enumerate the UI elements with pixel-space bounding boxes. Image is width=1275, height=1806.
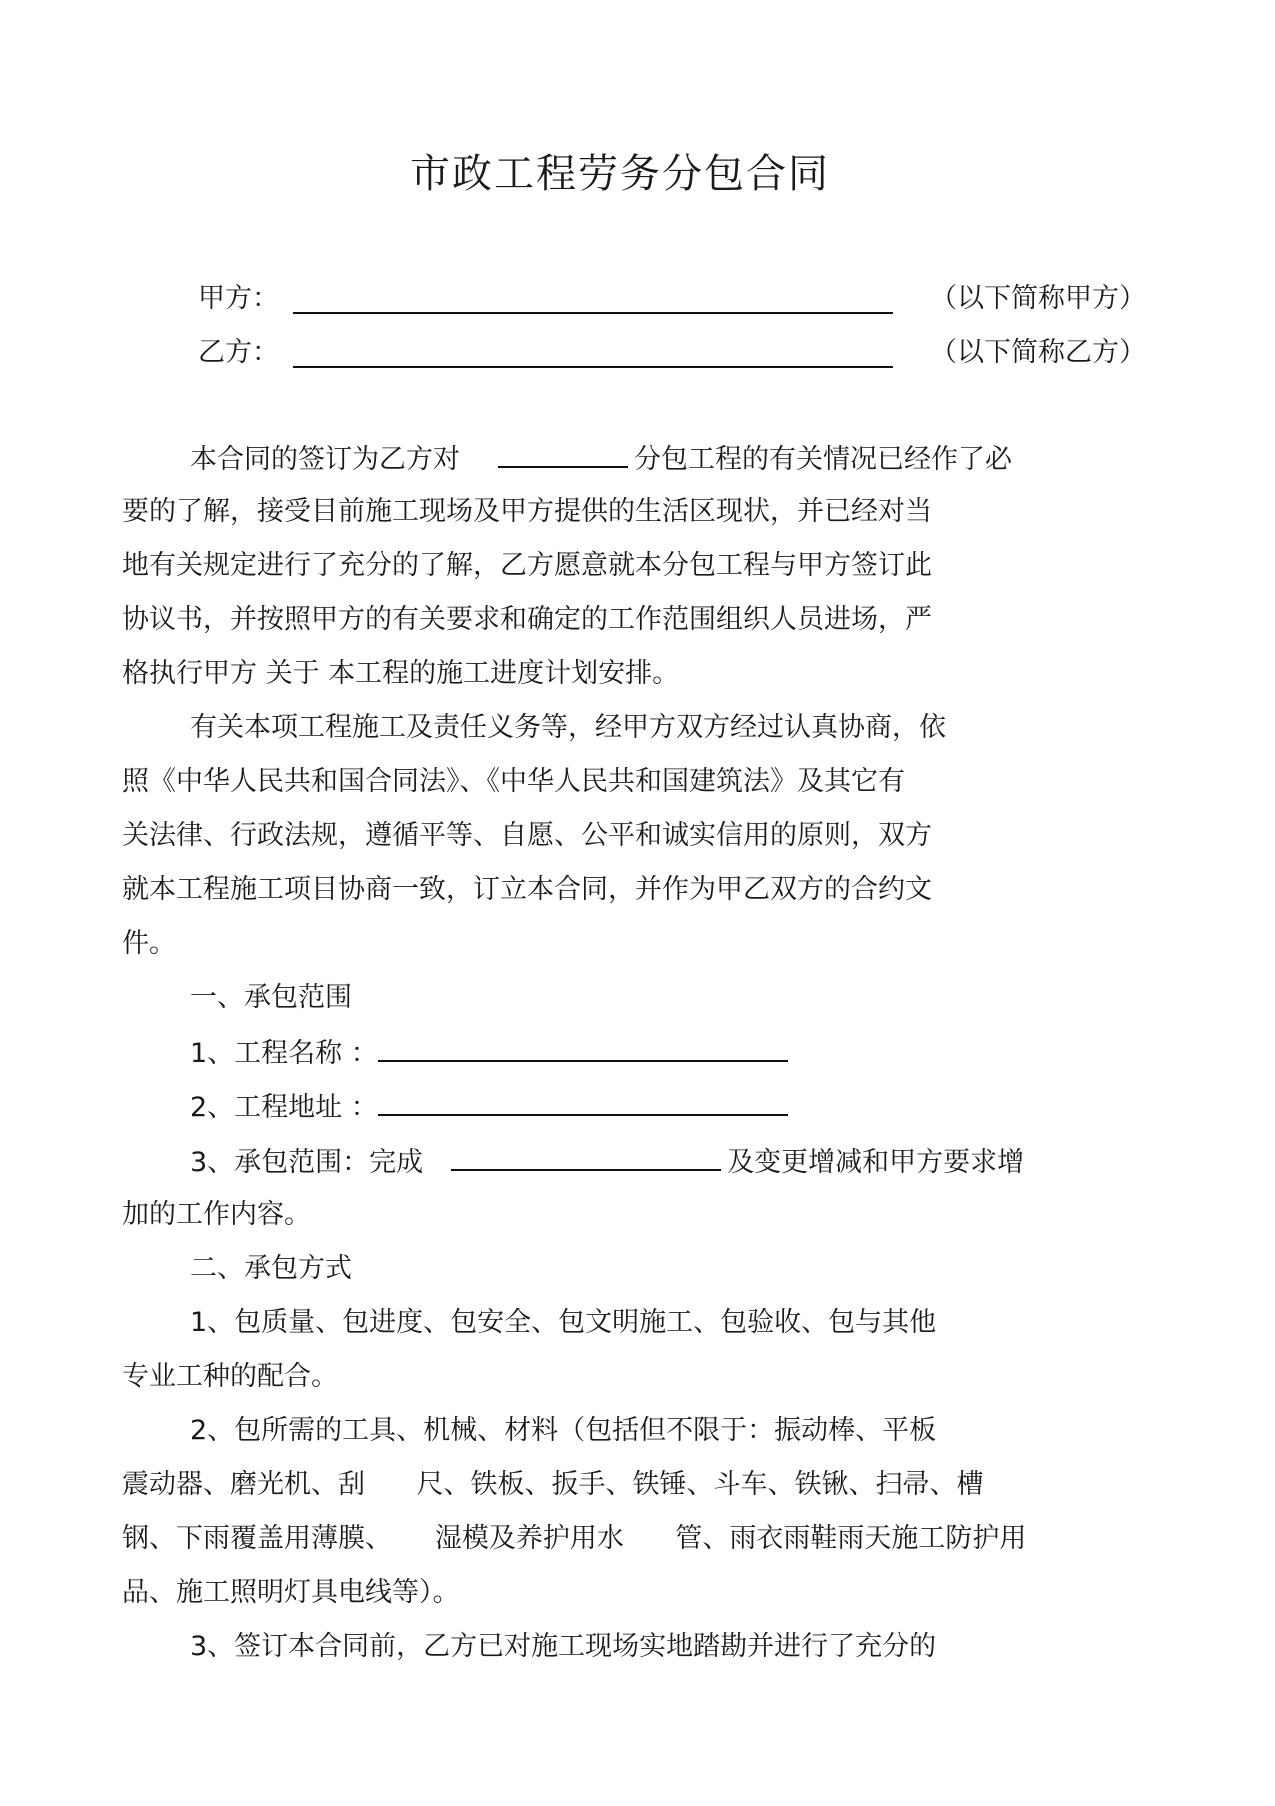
para2-line3: 关法律、行政法规，遵循平等、自愿、公平和诚实信用的原则，双方 bbox=[122, 820, 932, 851]
party-a-note: （以下简称甲方） bbox=[930, 283, 1146, 314]
project-name-label: 1、工程名称 ： bbox=[190, 1038, 378, 1069]
section2-item2-line2: 震动器、磨光机、刮 尺、铁板、扳手、铁锤、斗车、铁锹、扫帚、槽 bbox=[122, 1469, 984, 1500]
para2-line2: 照《中华人民共和国合同法》、《中华人民共和国建筑法》及其它有 bbox=[122, 766, 905, 797]
party-a-row bbox=[198, 276, 1158, 316]
section2-item1-line2: 专业工种的配合。 bbox=[122, 1361, 338, 1392]
project-blank bbox=[498, 438, 628, 468]
project-address-blank bbox=[378, 1086, 788, 1116]
project-address-label: 2、工程地址 ： bbox=[190, 1092, 378, 1123]
section1-item3-cont: 加的工作内容。 bbox=[122, 1199, 311, 1230]
scope-blank bbox=[451, 1141, 721, 1171]
project-name-blank bbox=[378, 1032, 788, 1062]
section2-heading: 二、承包方式 bbox=[190, 1253, 352, 1284]
para1-line3: 地有关规定进行了充分的了解，乙方愿意就本分包工程与甲方签订此 bbox=[122, 550, 932, 581]
para1-line5: 格执行甲方 关于 本工程的施工进度计划安排。 bbox=[122, 658, 680, 689]
page-title: 市政工程劳务分包合同 bbox=[410, 151, 830, 197]
para1-line2: 要的了解，接受目前施工现场及甲方提供的生活区现状，并已经对当 bbox=[122, 496, 932, 527]
section2-item3-line1: 3、签订本合同前，乙方已对施工现场实地踏勘并进行了充分的 bbox=[190, 1631, 937, 1662]
para2-line1: 有关本项工程施工及责任义务等，经甲方双方经过认真协商，依 bbox=[190, 712, 946, 743]
section2-item2-line3: 钢、下雨覆盖用薄膜、 湿模及养护用水 管、雨衣雨鞋雨天施工防护用 bbox=[122, 1523, 1027, 1554]
section1-heading: 一、承包范围 bbox=[190, 982, 352, 1013]
section2-item1-line1: 1、包质量、包进度、包安全、包文明施工、包验收、包与其他 bbox=[190, 1307, 937, 1338]
para1-line1-post: 分包工程的有关情况已经作了必 bbox=[634, 444, 1012, 475]
scope-post: 及变更增减和甲方要求增 bbox=[727, 1147, 1025, 1178]
para1-line4: 协议书，并按照甲方的有关要求和确定的工作范围组织人员进场，严 bbox=[122, 604, 932, 635]
section2-item2-line4: 品、施工照明灯具电线等）。 bbox=[122, 1577, 460, 1608]
party-a-blank bbox=[293, 312, 893, 314]
para1-line1-pre: 本合同的签订为乙方对 bbox=[190, 444, 460, 475]
party-b-row bbox=[198, 330, 1158, 370]
para2-line4: 就本工程施工项目协商一致，订立本合同，并作为甲乙双方的合约文 bbox=[122, 874, 932, 905]
party-a-label: 甲方： bbox=[198, 283, 279, 314]
party-b-blank bbox=[293, 366, 893, 368]
section1-item2 bbox=[190, 1086, 788, 1128]
party-b-label: 乙方： bbox=[198, 337, 279, 368]
section1-item1 bbox=[190, 1032, 788, 1074]
section1-item3 bbox=[190, 1141, 1024, 1183]
section2-item2-line1: 2、包所需的工具、机械、材料（包括但不限于：振动棒、平板 bbox=[190, 1415, 937, 1446]
scope-label: 3、承包范围：完成 bbox=[190, 1147, 424, 1178]
para1-line1 bbox=[190, 438, 1012, 480]
party-b-note: （以下简称乙方） bbox=[930, 337, 1146, 368]
para2-line5: 件。 bbox=[122, 928, 176, 959]
